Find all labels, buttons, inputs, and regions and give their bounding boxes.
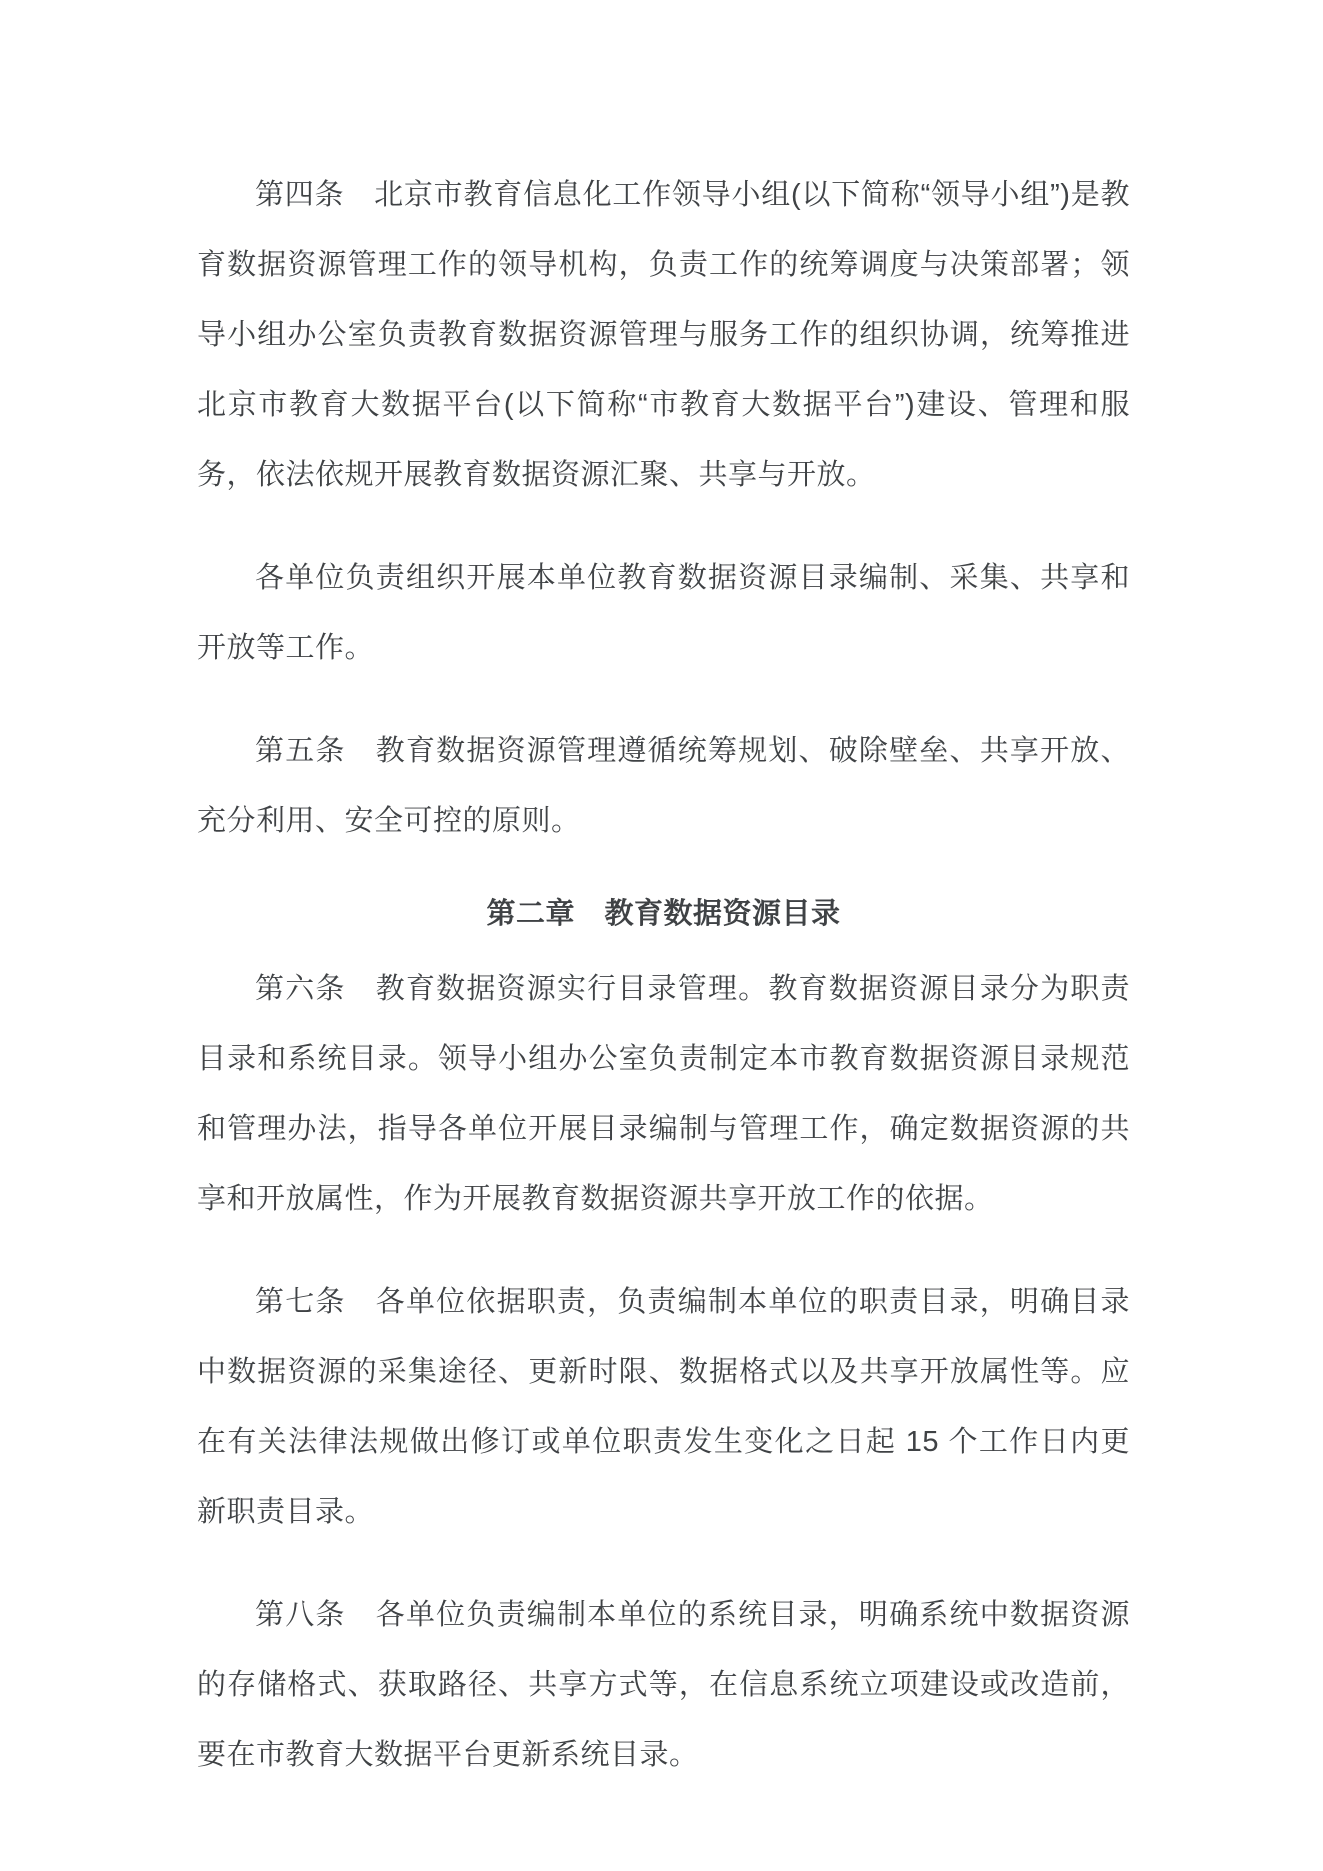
paragraph-article-4: 第四条 北京市教育信息化工作领导小组(以下简称“领导小组”)是教育数据资源管理工作的领导机构，负责工作的统筹调度与决策部署；领导小组办公室负责教育数据资源管理与服务工作的组织协调，统筹推进北京市教育大数据平台(以下简称“市教育大数据平台”)建设、管理和服务，依法依规开展教育数据资源汇聚、共享与开放。 <box>197 179 1130 491</box>
chapter-2-heading: 第二章 教育数据资源目录 <box>486 898 841 930</box>
paragraph-article-6: 第六条 教育数据资源实行目录管理。教育数据资源目录分为职责目录和系统目录。领导小组办公室负责制定本市教育数据资源目录规范和管理办法，指导各单位开展目录编制与管理工作，确定数据资源的共享和开放属性，作为开展教育数据资源共享开放工作的依据。 <box>197 973 1130 1215</box>
paragraph-article-4-supplement: 各单位负责组织开展本单位教育数据资源目录编制、采集、共享和开放等工作。 <box>197 562 1130 664</box>
paragraph-article-7: 第七条 各单位依据职责，负责编制本单位的职责目录，明确目录中数据资源的采集途径、更新时限、数据格式以及共享开放属性等。应在有关法律法规做出修订或单位职责发生变化之日起 15 个工作日内更新职责目录。 <box>197 1286 1130 1528</box>
paragraph-article-5: 第五条 教育数据资源管理遵循统筹规划、破除壁垒、共享开放、充分利用、安全可控的原则。 <box>197 735 1130 837</box>
paragraph-article-8: 第八条 各单位负责编制本单位的系统目录，明确系统中数据资源的存储格式、获取路径、共享方式等，在信息系统立项建设或改造前，要在市教育大数据平台更新系统目录。 <box>197 1599 1130 1771</box>
